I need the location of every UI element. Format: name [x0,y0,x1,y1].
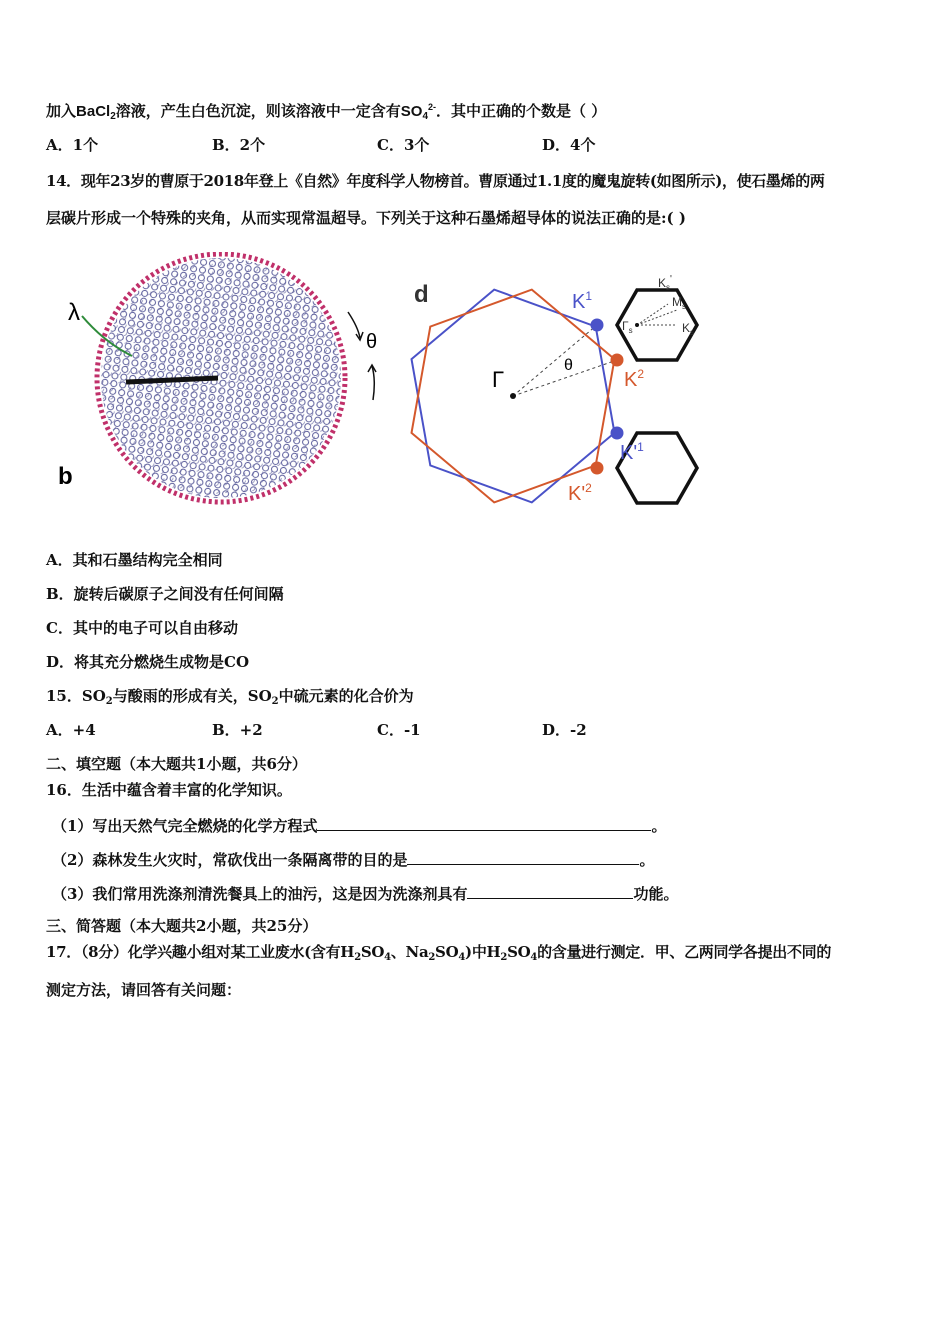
lattice-layer-2 [101,258,341,498]
theta-label-d: θ [564,357,573,374]
q17-stem-line1: 17．（8分）化学兴趣小组对某工业废水(含有$H_2SO_4$、$Na_2SO_4$)中$H_2SO_4$的含量进行测定．甲、乙两同学各提出不同的 [46,943,832,963]
q15-option-d[interactable]: D．-2 [542,721,587,739]
q15-option-a[interactable]: A．+4 [46,721,96,739]
q16-part1: （1）写出天然气完全燃烧的化学方程式 。 [52,814,666,836]
kprime2-point [591,462,604,475]
ks-label: $K_s$ [682,321,695,337]
q14-option-d[interactable]: D．将其充分燃烧生成物是CO [46,653,250,671]
q16-part3: （3）我们常用洗涤剂清洗餐具上的油污，这是因为洗涤剂具有 功能。 [52,882,678,904]
q14-option-b[interactable]: B．旋转后碳原子之间没有任何间隔 [46,585,284,603]
k1-label: $K^1$ [572,289,593,313]
q16-stem: 16．生活中蕴含着丰富的化学知识。 [46,781,292,799]
q13-option-d[interactable]: D．4个 [542,136,596,154]
kprime1-point [611,427,624,440]
k2-label: $K^2$ [624,367,645,391]
theta-label-b: θ [366,331,378,353]
q13-option-a[interactable]: A．1个 [46,136,99,154]
kprime2-label: $K'^2$ [568,481,592,505]
panel-b-label: b [58,463,73,490]
q15-option-b[interactable]: B．+2 [212,721,263,739]
q13-option-c[interactable]: C．3个 [377,136,430,154]
q16-answer-blank-1[interactable] [317,814,651,831]
k2-point [611,354,624,367]
theta-arrow-top [348,312,360,338]
gamma-label: Γ [492,367,505,392]
section3-title: 三、简答题（本大题共2小题，共25分） [46,917,318,935]
k1-point [591,319,604,332]
q16-answer-blank-2[interactable] [407,848,639,865]
q13-option-b[interactable]: B．2个 [212,136,266,154]
kprime1-label: $K'^1$ [620,440,644,464]
panel-b [58,254,377,502]
sulfate-formula: $SO_4^{2-}$ [400,102,437,122]
gamma-s-label: $\Gamma_s$ [622,319,633,335]
ks-prime-label: $K_s'$ [658,274,672,292]
q16-part2: （2）森林发生火灾时，常砍伐出一条隔离带的目的是 。 [52,848,654,870]
q17-stem-line2: 测定方法，请回答有关问题： [46,981,242,999]
panel-d-label: d [414,281,429,308]
section2-title: 二、填空题（本大题共1小题，共6分） [46,755,307,773]
q13-stem: 加入BaCl$_2$溶液，产生白色沉淀，则该溶液中一定含有$SO_4^{2-}$．其中正确的个数是（ ） [46,102,607,122]
graphene-figure [46,252,706,520]
lambda-label: λ [68,299,80,326]
q15-stem: 15．$SO_2$与酸雨的形成有关，$SO_2$中硫元素的化合价为 [46,687,414,707]
q14-stem-line1: 14．现年23岁的曹原于2018年登上《自然》年度科学人物榜首。曹原通过1.1度的魔鬼旋转(如图所示)，使石墨烯的两 [46,172,825,190]
q14-option-a[interactable]: A．其和石墨结构完全相同 [46,551,223,569]
q14-option-c[interactable]: C．其中的电子可以自由移动 [46,619,238,637]
twisted-graphene-diagram [46,252,706,520]
q14-stem-line2: 层碳片形成一个特殊的夹角，从而实现常温超导。下列关于这种石墨烯超导体的说法正确的是:( ) [46,209,686,227]
q15-option-c[interactable]: C．-1 [377,721,421,739]
bacl2-formula: BaCl$_2$ [76,103,116,122]
panel-d [412,274,698,505]
q16-answer-blank-3[interactable] [467,882,633,899]
theta-arrow-bottom [372,366,374,400]
gamma-point [510,393,516,399]
ms-label: $M_s$ [672,295,686,311]
